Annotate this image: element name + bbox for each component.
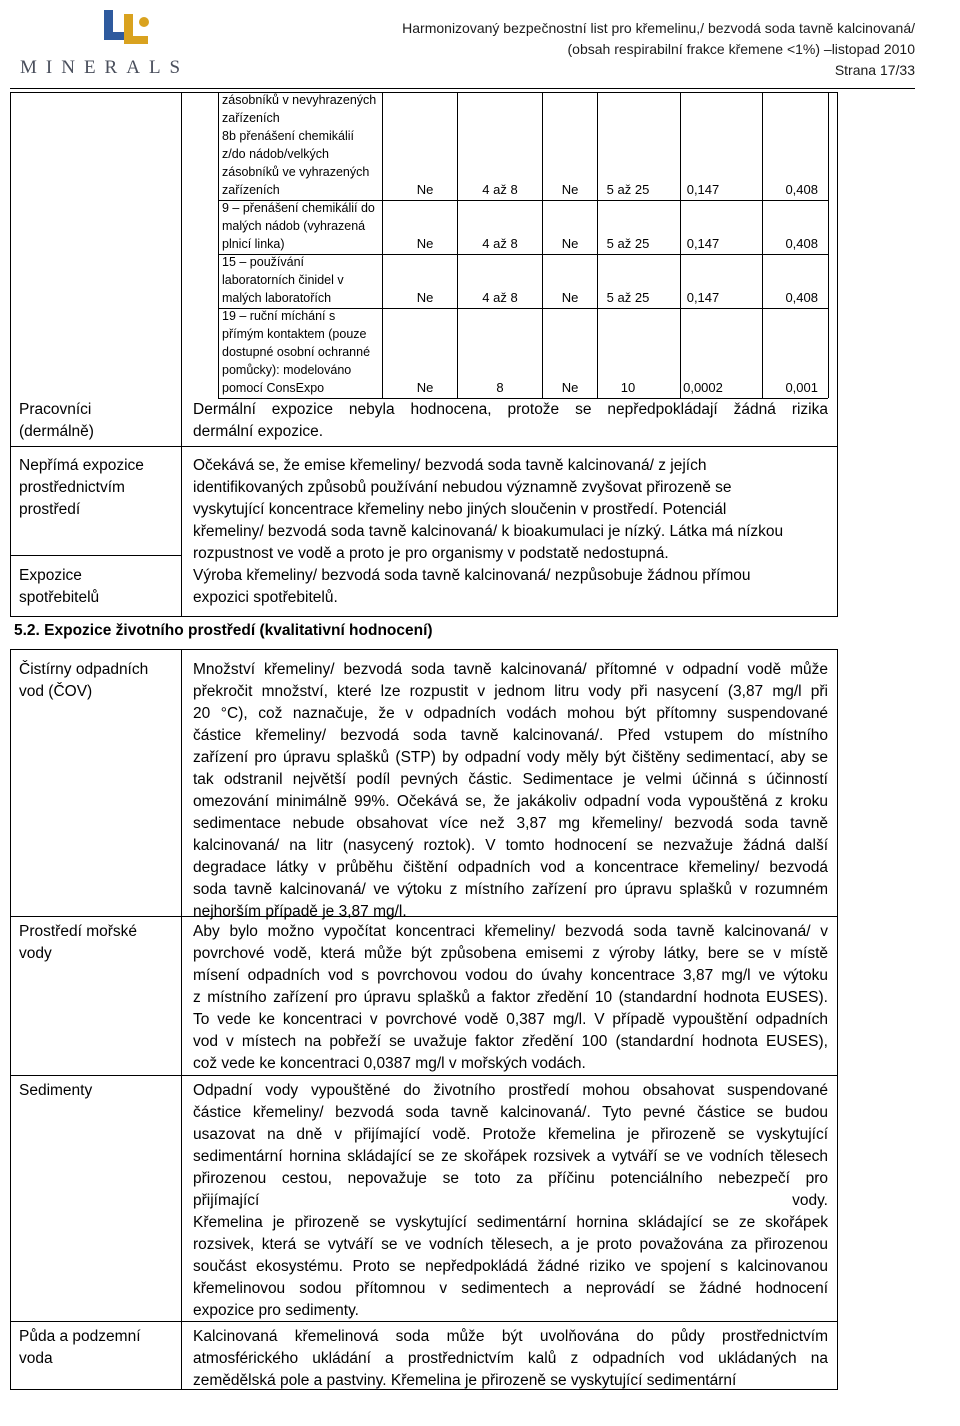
label-stp: Čistírny odpadních vod (ČOV) (19, 661, 149, 700)
text-line: částice křemeliny/ bezvodá soda tavně kalcinovaná/. Před vstupem do místního (193, 727, 828, 744)
table-row-description: 15 – používání laboratorních činidel v malých laboratořích (222, 255, 344, 305)
table-cell: 0,001 (785, 380, 818, 395)
text-line: Aby bylo možno vypočítat koncentraci křemeliny/ bezvodá soda tavně kalcinovaná/ v (193, 923, 828, 940)
text-line: sedimentární hornina skládající se ze skořápek rozsivek a vytváří se ve vodních tělesech (193, 1148, 828, 1165)
table-cell: 0,408 (785, 290, 818, 305)
table-cell: Ne (416, 290, 434, 305)
text-line: přijímající vody. (193, 1192, 828, 1209)
stp-text (193, 659, 828, 923)
table-cell: 5 až 25 (606, 182, 650, 197)
table-cell: 4 až 8 (482, 290, 518, 305)
text-line: zemědělská pole a pastviny. Křemelina je přirozeně se vyskytující sedimentární (193, 1372, 737, 1389)
text-line: což vede ke koncentraci 0,0387 mg/l v mořských vodách. (193, 1055, 586, 1072)
table-cell: Ne (561, 236, 579, 251)
document-title (402, 18, 915, 81)
title-line-2: (obsah respirabilní frakce křemene <1%) –listopad 2010 (567, 41, 915, 57)
table-cell: Ne (561, 182, 579, 197)
text-line: expozice pro sedimenty. (193, 1302, 359, 1319)
title-line-1: Harmonizovaný bezpečnostní list pro křemelinu,/ bezvodá soda tavně kalcinovaná/ (402, 20, 915, 36)
text-line: zařízení pro úpravu splašků (STP) by odpadní vody měly být čištěny sedimentací, aby se (193, 749, 828, 766)
sediments-text (193, 1080, 828, 1322)
consumer-exposure-text: Výroba křemeliny/ bezvodá soda tavně kalcinovaná/ nezpůsobuje žádnou přímou expozici spotřebitelů. (193, 567, 751, 606)
text-line: mísení odpadních vod s povrchovou vodou do úvahy koncentrace 3,87 mg/l ve výtoku (193, 967, 828, 984)
page-header (0, 0, 960, 92)
text-line: nejhorším případě je 3,87 mg/l. (193, 903, 407, 920)
logo-mark-icon (100, 8, 156, 48)
text-line: křemelinovou sodou přítomnou v sedimentech a neprovádí se žádné hodnocení (193, 1280, 828, 1297)
table-cell: 0,147 (686, 290, 720, 305)
text-line: Množství křemeliny/ bezvodá soda tavně kalcinovaná/ přítomné v odpadní vodě může (193, 661, 828, 678)
table-cell: 0,0002 (683, 380, 723, 395)
page-number: Strana 17/33 (834, 62, 915, 78)
label-sediments: Sedimenty (19, 1082, 93, 1099)
text-line: To vede ke koncentraci v povrchové vodě 0,387 mg/l. V případě vypouštění odpadních (193, 1011, 828, 1028)
left-label-column-env (10, 649, 182, 1390)
table-cell: Ne (416, 236, 434, 251)
text-line: Kalcinovaná křemelinová soda může být uvolňována do půdy prostřednictvím (193, 1328, 828, 1345)
table-cell: 5 až 25 (606, 290, 650, 305)
table-cell: Ne (561, 290, 579, 305)
table-cell: 0,147 (686, 236, 720, 251)
label-indirect-exposure: Nepřímá expozice prostřednictvím prostředí (19, 457, 144, 518)
table-row-description: zásobníků v nevyhrazených zařízeních 8b přenášení chemikálií z/do nádob/velkých zásobníků ve vyhrazených zařízeních (222, 93, 377, 197)
table-column-line (218, 92, 219, 398)
text-line: atmosférického ukládání a prostřednictvím kalů z odpadních vod ukládaných na (193, 1350, 828, 1367)
indirect-exposure-text: Očekává se, že emise křemeliny/ bezvodá soda tavně kalcinovaná/ z jejích identifikovaných způsobů používání nebudou významně zvyšovat přirozeně se vyskytující koncentrace křemeliny nebo jiných sloučenin v prostředí. Potenciál křemeliny/ bezvodá soda tavně kalcinovaná/ k bioakumulaci je nízký. Látka má nízkou rozpustnost ve vodě a proto je pro organismy v podstatě nedostupná. (193, 457, 784, 562)
text-line: částice křemeliny/ bezvodá soda tavně kalcinovaná/. Tyto pevné částice se budou (193, 1104, 828, 1121)
table-cell: 0,408 (785, 236, 818, 251)
text-line: tak odstranil největší podíl pevných částic. Sedimentace je velmi účinná s účinností (193, 771, 828, 788)
workers-dermal-text: Dermální expozice nebyla hodnocena, protože se nepředpokládají žádná rizika dermální expozice. (193, 401, 828, 440)
header-rule (10, 88, 915, 89)
text-line: vod v místech na pobřeží se uvažuje faktor zředění 100 (standardní hodnota EUSES), (193, 1033, 828, 1050)
text-line: překročit množství, které lze rozpustit v jednom litru vody při nasycení (3,87 mg/l při (193, 683, 828, 700)
table-cell: Ne (416, 380, 434, 395)
section-heading: 5.2. Expozice životního prostředí (kvalitativní hodnocení) (14, 622, 433, 639)
table-column-line (828, 92, 829, 398)
table-cell: Ne (416, 182, 434, 197)
label-marine-water: Prostředí mořské vody (19, 923, 138, 962)
text-line: soda tavně kalcinovaná/ ve výtoku z místního zařízení pro úpravu splašků v rozumném (193, 881, 828, 898)
row-divider (10, 446, 838, 447)
brand-name: MINERALS (20, 57, 190, 78)
label-soil-groundwater: Půda a podzemní voda (19, 1328, 141, 1367)
text-line: kalcinovaná/ na litr (nasycený roztok). V tomto hodnocení se nezvažuje žádná další (193, 837, 828, 854)
table-row-description: 9 – přenášení chemikálií do malých nádob (vyhrazená plnicí linka) (222, 201, 375, 251)
table-cell: 4 až 8 (482, 236, 518, 251)
table-column-line (382, 92, 383, 398)
text-line: Odpadní vody vypouštěné do životního prostředí mohou obsahovat suspendované (193, 1082, 828, 1099)
table-row-description: 19 – ruční míchání s přímým kontaktem (pouze dostupné osobní ochranné pomůcky): modelováno pomocí ConsExpo (222, 309, 371, 395)
table-cell: Ne (561, 380, 579, 395)
text-line: sedimentace nebude obsahovat více než 3,87 mg křemeliny/ bezvodá soda tavně (193, 815, 828, 832)
text-line: přirozenou cestou, nepovažuje se toto za příčinu potenciálního nebezpečí pro (193, 1170, 828, 1187)
text-line: součást ekosystému. Proto se nepředpokládá žádné riziko ve spojení s kalcinovanou (193, 1258, 828, 1275)
text-line: Křemelina je přirozeně se vyskytující sedimentární hornina skládající se ze skořápek (193, 1214, 828, 1231)
table-cell: 0,408 (785, 182, 818, 197)
table-cell: 0,147 (686, 182, 720, 197)
left-label-column (10, 92, 182, 617)
text-line: 20 °C), což naznačuje, že v odpadních vodách mohou být přítomny suspendované (193, 705, 828, 722)
text-line: omezování minimálně 99%. Očekává se, že jakákoliv odpadní voda vypouštěná z kroku (193, 793, 828, 810)
row-divider (10, 555, 182, 556)
company-logo (20, 8, 200, 78)
marine-text (193, 921, 828, 1075)
table-cell: 10 (620, 380, 636, 395)
label-consumer-exposure: Expozice spotřebitelů (19, 567, 100, 606)
table-cell: 8 (496, 380, 504, 395)
label-workers-dermal: Pracovníci (dermálně) (19, 401, 94, 440)
text-line: z místního zařízení pro úpravu splašků a faktor zředění 10 (standardní hodnota EUSES). (193, 989, 828, 1006)
text-line: rozsivek, která se vytváří se ve vodních tělesech, a je proto považována za přirozenou (193, 1236, 828, 1253)
text-line: usazovat na dně v přijímající vodě. Protože křemelina je přirozeně se vyskytující (193, 1126, 828, 1143)
text-line: povrchové vodě, která může být způsobena emisemi z výroby látky, bere se v místě (193, 945, 828, 962)
text-line: degradace látky v průběhu čištění odpadních vod a koncentrace křemeliny/ bezvodá (193, 859, 828, 876)
table-cell: 5 až 25 (606, 236, 650, 251)
row-divider (10, 1075, 838, 1076)
table-cell: 4 až 8 (482, 182, 518, 197)
soil-text (193, 1326, 828, 1392)
